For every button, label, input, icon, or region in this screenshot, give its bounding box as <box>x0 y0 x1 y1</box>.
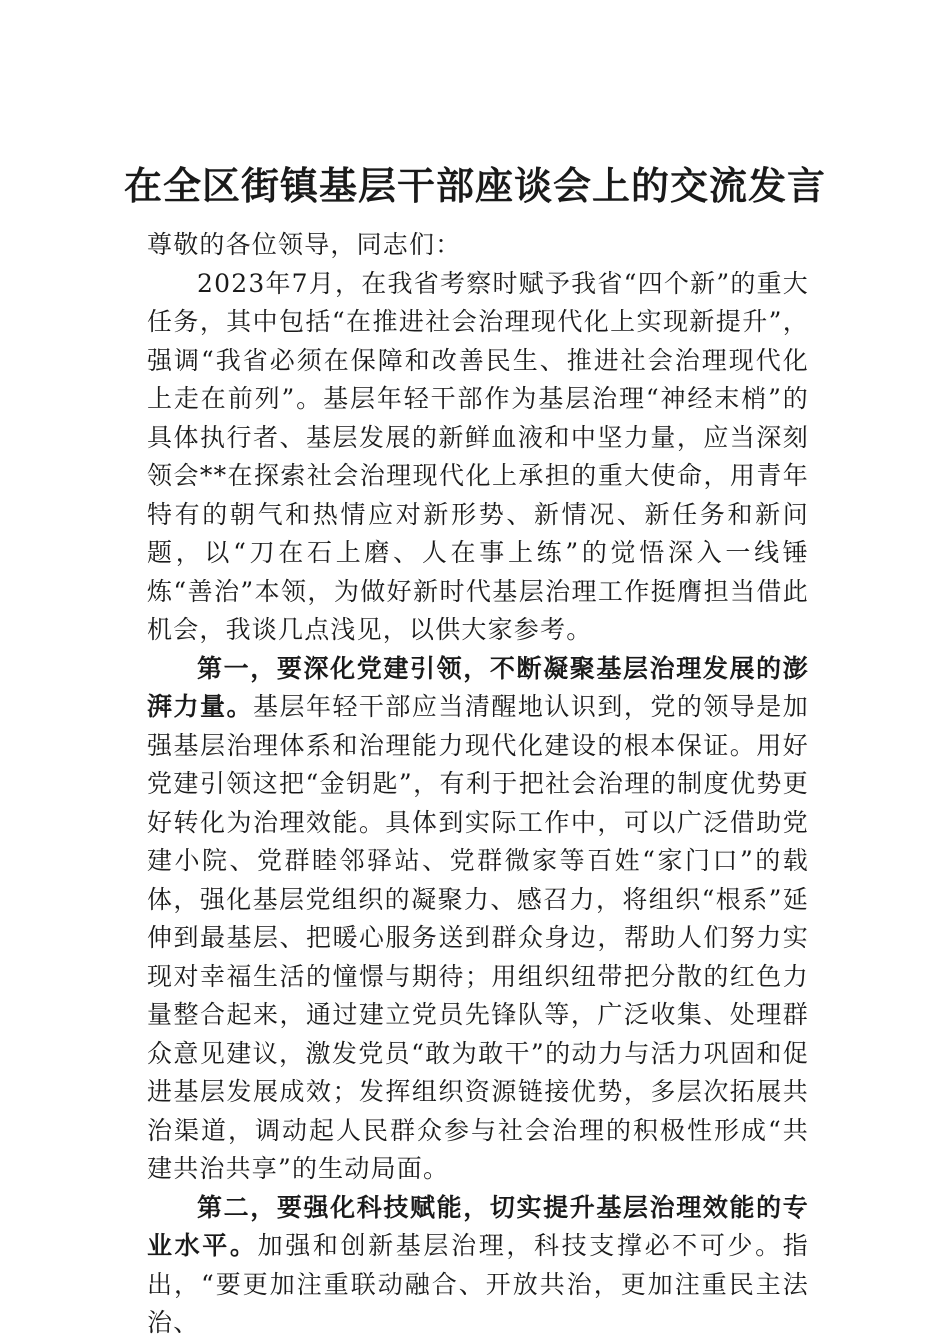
document-body <box>147 226 809 1343</box>
paragraph-heading: 第一，要深化党建引领，不断凝聚基层治理发展的澎湃力量。 <box>147 653 809 721</box>
paragraph-point-one <box>147 650 809 1189</box>
paragraph-text: 基层年轻干部应当清醒地认识到，党的领导是加强基层治理体系和治理能力现代化建设的根本保证。用好党建引领这把“金钥匙”，有利于把社会治理的制度优势更好转化为治理效能。具体到实际工作中，可以广泛借助党建小院、党群睦邻驿站、党群微家等百姓“家门口”的载体，强化基层党组织的凝聚力、感召力，将组织“根系”延伸到最基层、把暖心服务送到群众身边，帮助人们努力实现对幸福生活的憧憬与期待；用组织纽带把分散的红色力量整合起来，通过建立党员先锋队等，广泛收集、处理群众意见建议，激发党员“敢为敢干”的动力与活力巩固和促进基层发展成效；发挥组织资源链接优势，多层次拓展共治渠道，调动起人民群众参与社会治理的积极性形成“共建共治共享”的生动局面。 <box>147 692 809 1183</box>
paragraph-text: 2023年7月，在我省考察时赋予我省“四个新”的重大任务，其中包括“在推进社会治理现代化上实现新提升”，强调“我省必须在保障和改善民生、推进社会治理现代化上走在前列”。基层年轻干部作为基层治理“神经末梢”的具体执行者、基层发展的新鲜血液和中坚力量，应当深刻领会**在探索社会治理现代化上承担的重大使命，用青年特有的朝气和热情应对新形势、新情况、新任务和新问题，以“刀在石上磨、人在事上练”的觉悟深入一线锤炼“善治”本领，为做好新时代基层治理工作挺膺担当借此机会，我谈几点浅见，以供大家参考。 <box>147 268 809 644</box>
document-title: 在全区街镇基层干部座谈会上的交流发言 <box>123 163 826 208</box>
salutation: 尊敬的各位领导，同志们： <box>147 230 462 259</box>
paragraph-point-two <box>147 1189 809 1343</box>
paragraph-heading: 第二，要强化科技赋能，切实提升基层治理效能的专业水平。 <box>147 1192 809 1260</box>
paragraph-intro <box>147 265 809 650</box>
paragraph-text: 加强和创新基层治理，科技支撑必不可少。指出，“要更加注重联动融合、开放共治，更加注重民主法治、 <box>147 1231 809 1337</box>
